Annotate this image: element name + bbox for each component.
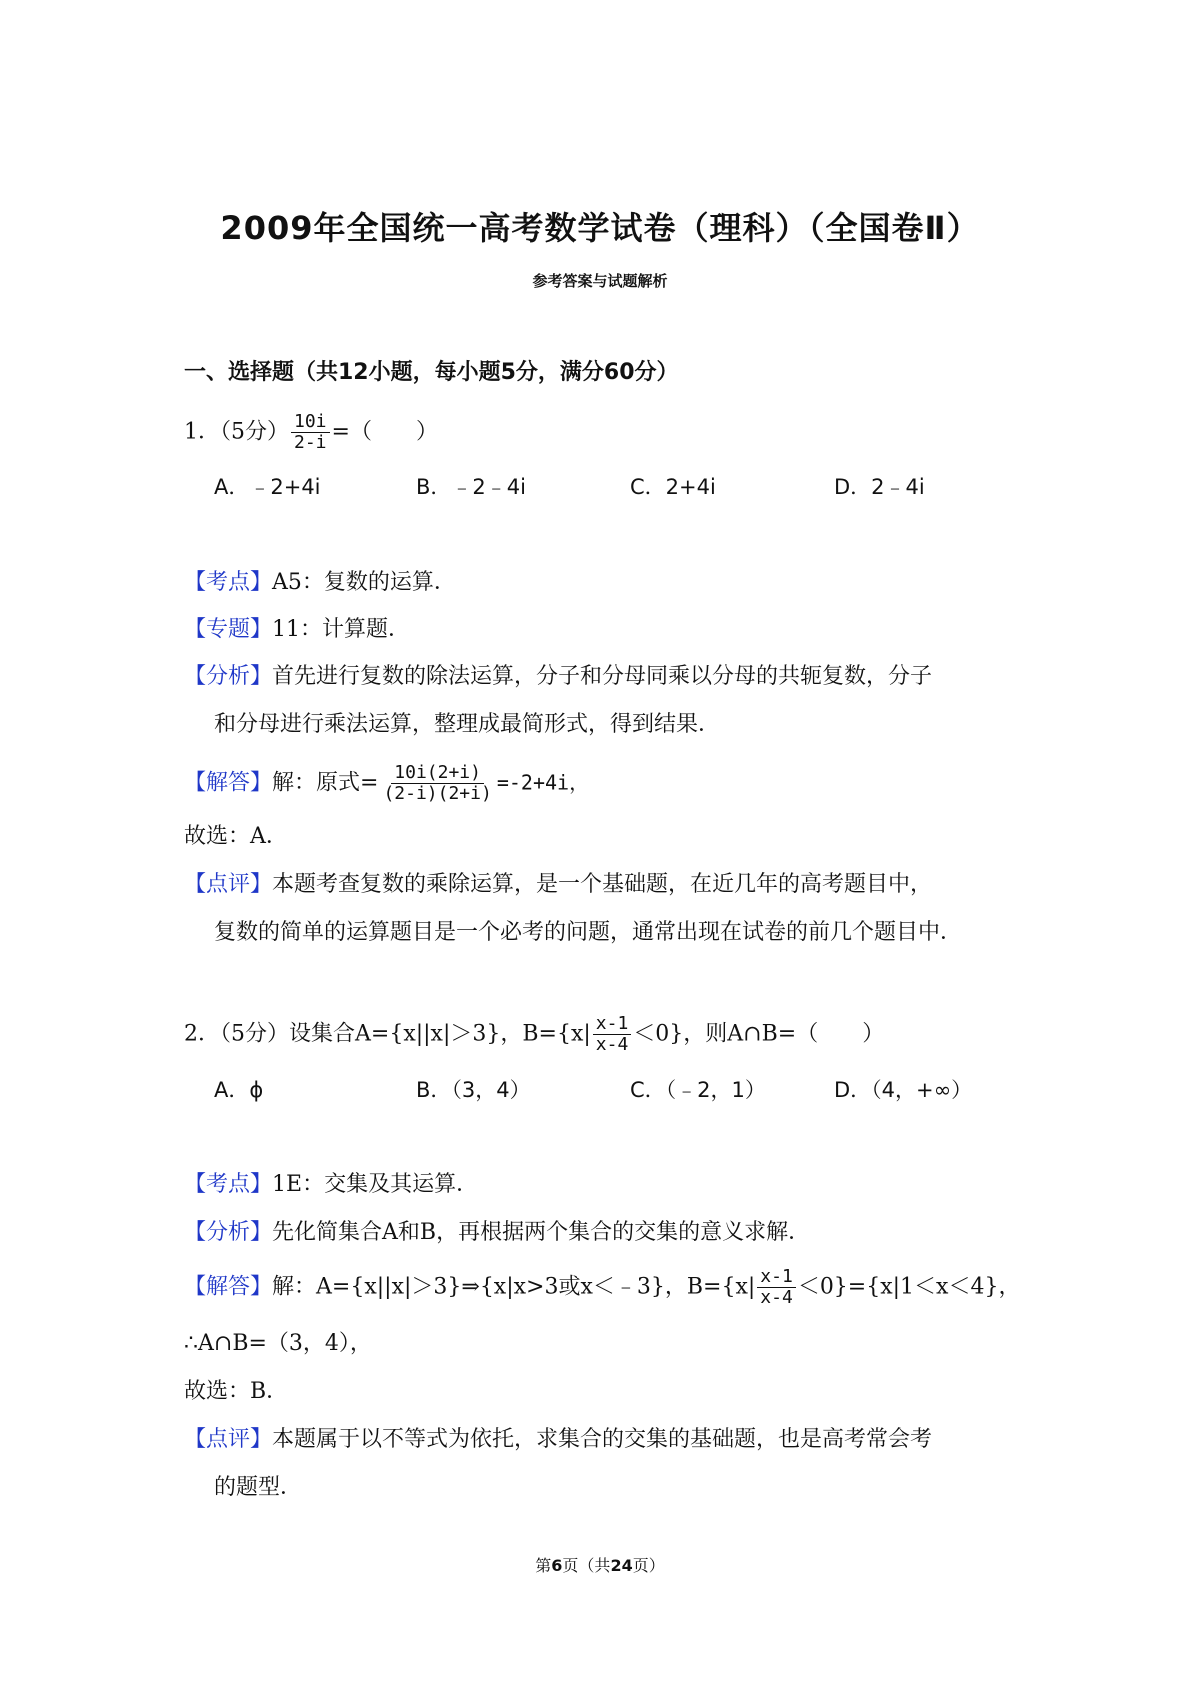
q1-answer: 故选：A． <box>184 824 288 849</box>
q1-dianping-continued: 复数的简单的运算题目是一个必考的问题，通常出现在试卷的前几个题目中． <box>214 920 963 945</box>
kaodian-text: A5：复数的运算． <box>272 570 456 595</box>
q2-intersection: ∴A∩B=（3，4）， <box>184 1331 372 1356</box>
total-pages: 24 <box>610 1556 633 1575</box>
fraction-numerator: 10i <box>291 412 330 433</box>
q1-kaodian <box>184 568 456 598</box>
jieda-suffix: =-2+4i， <box>496 770 590 795</box>
jieda-fraction <box>380 763 494 804</box>
kaodian-text: 1E：交集及其运算． <box>272 1172 479 1197</box>
jieda-tag: 【解答】 <box>184 770 273 796</box>
question-2-suffix: ＜0}，则A∩B=（ ） <box>633 1021 885 1047</box>
section-heading: 一、选择题（共12小题，每小题5分，满分60分） <box>184 360 679 385</box>
fraction-numerator: 10i(2+i) <box>391 763 484 784</box>
question-2-fraction <box>593 1014 632 1055</box>
q1-fenxi-continued: 和分母进行乘法运算，整理成最简形式，得到结果． <box>214 712 721 737</box>
zhuanti-text: 11：计算题． <box>272 617 411 642</box>
q1-option-c: C．2+4i <box>630 475 716 499</box>
fenxi-tag: 【分析】 <box>184 1220 273 1245</box>
dianping-tag: 【点评】 <box>184 1427 273 1452</box>
fraction-denominator: 2-i <box>294 432 327 453</box>
jieda-suffix: ＜0}={x|1＜x＜4}， <box>797 1274 1021 1300</box>
zhuanti-tag: 【专题】 <box>184 617 273 642</box>
fraction-numerator: x-1 <box>757 1267 796 1288</box>
fraction-denominator: (2-i)(2+i) <box>383 783 492 804</box>
dianping-text: 本题考查复数的乘除运算，是一个基础题，在近几年的高考题目中， <box>272 872 933 897</box>
q2-answer: 故选：B． <box>184 1379 289 1404</box>
q1-option-a: A．﹣2+4i <box>214 475 321 499</box>
fraction-denominator: x-4 <box>760 1287 793 1308</box>
dianping-tag: 【点评】 <box>184 872 273 897</box>
q2-option-d: D．（4，+∞） <box>834 1078 973 1102</box>
q2-dianping-continued: 的题型． <box>214 1475 303 1500</box>
q1-fenxi <box>184 662 932 692</box>
jieda-tag: 【解答】 <box>184 1274 273 1300</box>
fraction-numerator: x-1 <box>593 1014 632 1035</box>
jieda-prefix: 解：A={x||x|＞3}⇒{x|x>3或x＜﹣3}，B={x| <box>272 1274 756 1300</box>
kaodian-tag: 【考点】 <box>184 570 273 595</box>
dianping-text: 本题属于以不等式为依托，求集合的交集的基础题，也是高考常会考 <box>272 1427 933 1452</box>
fenxi-text: 先化简集合A和B，再根据两个集合的交集的意义求解． <box>272 1220 811 1245</box>
question-2 <box>184 1014 884 1055</box>
question-1-fraction <box>291 412 330 453</box>
q2-kaodian <box>184 1170 478 1200</box>
footer-prefix: 第 <box>535 1556 552 1575</box>
q2-option-c: C．（﹣2，1） <box>630 1078 766 1102</box>
q1-option-d: D．2﹣4i <box>834 475 925 499</box>
q2-dianping <box>184 1425 932 1455</box>
page-subtitle: 参考答案与试题解析 <box>532 272 668 290</box>
jieda-prefix: 解：原式= <box>272 770 379 796</box>
question-1-prefix: 1．（5分） <box>184 419 289 445</box>
question-1 <box>184 412 438 453</box>
q1-dianping <box>184 870 932 900</box>
fenxi-tag: 【分析】 <box>184 664 273 689</box>
page-footer <box>0 1553 1200 1576</box>
q2-fenxi <box>184 1218 810 1248</box>
page-title: 2009年全国统一高考数学试卷（理科）（全国卷Ⅱ） <box>220 209 980 247</box>
q2-jieda <box>184 1267 1020 1308</box>
q1-option-b: B．﹣2﹣4i <box>416 475 526 499</box>
question-2-prefix: 2．（5分）设集合A={x||x|＞3}，B={x| <box>184 1021 591 1047</box>
page-number: 6 <box>551 1556 563 1575</box>
q2-option-b: B．（3，4） <box>416 1078 531 1102</box>
q1-jieda <box>184 763 589 804</box>
jieda-fraction <box>757 1267 796 1308</box>
q2-option-a: A．ϕ <box>214 1078 264 1102</box>
kaodian-tag: 【考点】 <box>184 1172 273 1197</box>
fraction-denominator: x-4 <box>595 1034 629 1055</box>
footer-suffix: 页） <box>632 1556 665 1575</box>
footer-middle: 页（共 <box>562 1556 611 1575</box>
question-1-suffix: =（ ） <box>331 419 438 445</box>
q1-zhuanti <box>184 615 410 645</box>
fenxi-text: 首先进行复数的除法运算，分子和分母同乘以分母的共轭复数，分子 <box>272 664 933 689</box>
